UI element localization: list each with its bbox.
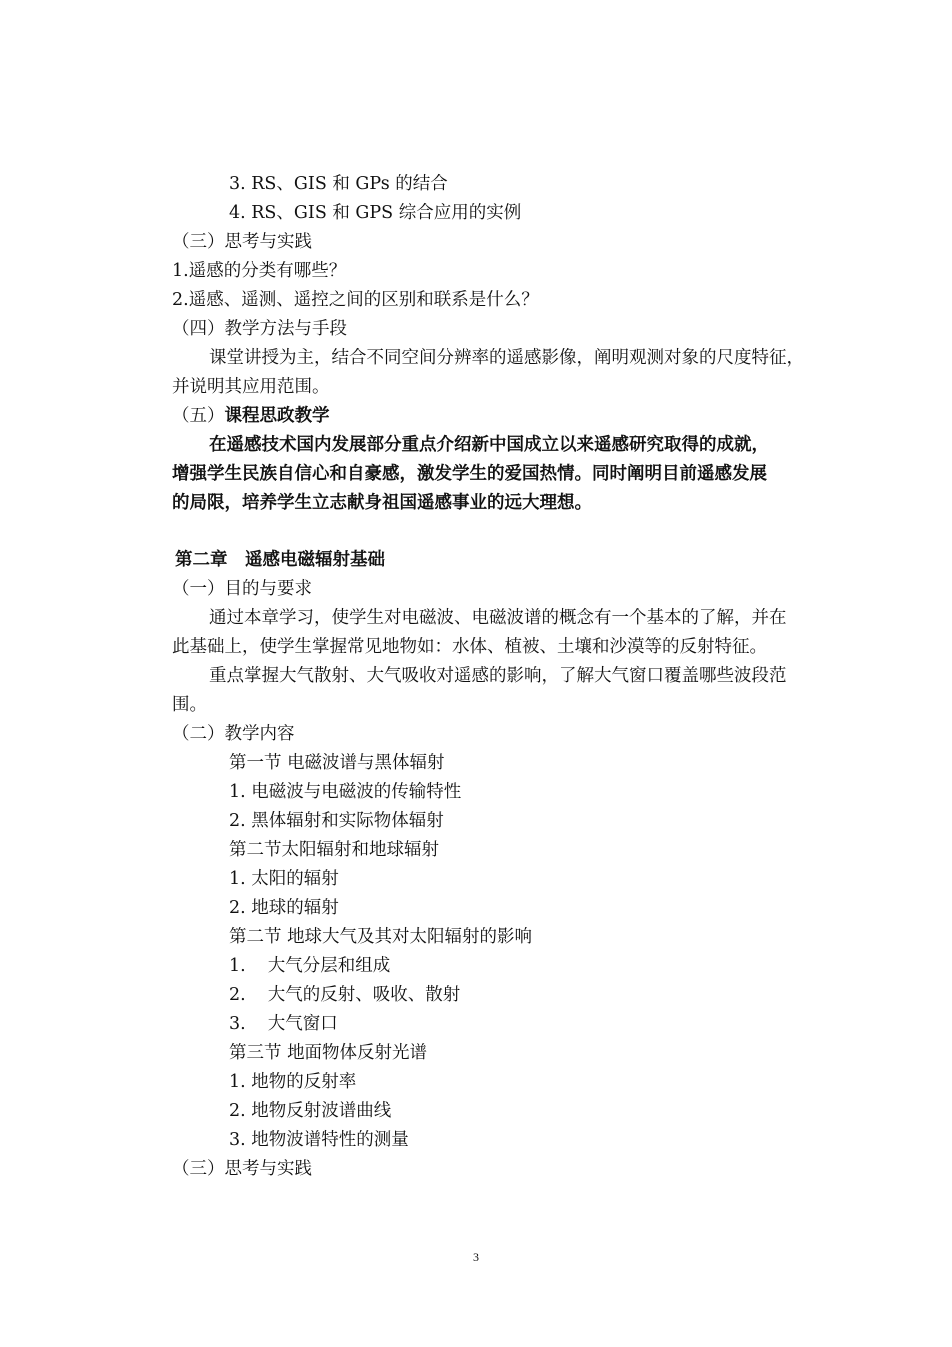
question-item: 1.遥感的分类有哪些？ bbox=[172, 261, 347, 281]
list-item: 3. 地物波谱特性的测量 bbox=[229, 1130, 409, 1150]
list-item: 2. 地物反射波谱曲线 bbox=[229, 1101, 392, 1121]
heading-title: 课程思政教学 bbox=[224, 406, 330, 426]
section-heading bbox=[172, 404, 330, 428]
list-item: 3. RS、GIS 和 GPs 的结合 bbox=[229, 174, 448, 194]
paragraph-line: 通过本章学习，使学生对电磁波、电磁波谱的概念有一个基本的了解，并在 bbox=[209, 608, 787, 628]
list-text: 大气窗口 bbox=[267, 1014, 338, 1034]
page-number: 3 bbox=[473, 1250, 479, 1264]
subsection-title: 第一节 电磁波谱与黑体辐射 bbox=[229, 753, 445, 773]
section-heading: （四）教学方法与手段 bbox=[172, 319, 347, 339]
paragraph-line: 课堂讲授为主，结合不同空间分辨率的遥感影像，阐明观测对象的尺度特征， bbox=[209, 348, 804, 368]
list-item bbox=[229, 954, 390, 978]
paragraph-line: 的局限，培养学生立志献身祖国遥感事业的远大理想。 bbox=[172, 493, 592, 513]
section-heading: （二）教学内容 bbox=[172, 724, 295, 744]
list-text: 大气分层和组成 bbox=[267, 956, 391, 976]
list-item: 1. 地物的反射率 bbox=[229, 1072, 357, 1092]
chapter-title: 第二章 遥感电磁辐射基础 bbox=[175, 550, 385, 570]
paragraph-line: 在遥感技术国内发展部分重点介绍新中国成立以来遥感研究取得的成就， bbox=[209, 435, 769, 455]
list-item: 2. 黑体辐射和实际物体辐射 bbox=[229, 811, 444, 831]
list-number: 3. bbox=[229, 1014, 246, 1034]
list-item: 2. 地球的辐射 bbox=[229, 898, 339, 918]
list-item bbox=[229, 1012, 338, 1036]
list-item: 4. RS、GIS 和 GPS 综合应用的实例 bbox=[229, 203, 522, 223]
paragraph-line: 围。 bbox=[172, 695, 207, 715]
subsection-title: 第三节 地面物体反射光谱 bbox=[229, 1043, 428, 1063]
list-item bbox=[229, 983, 460, 1007]
section-heading: （三）思考与实践 bbox=[172, 232, 312, 252]
paragraph-line: 此基础上，使学生掌握常见地物如：水体、植被、土壤和沙漠等的反射特征。 bbox=[172, 637, 767, 657]
list-number: 1. bbox=[229, 956, 246, 976]
paragraph-line: 增强学生民族自信心和自豪感，激发学生的爱国热情。同时阐明目前遥感发展 bbox=[172, 464, 767, 484]
list-item: 1. 太阳的辐射 bbox=[229, 869, 339, 889]
subsection-title: 第二节 地球大气及其对太阳辐射的影响 bbox=[229, 927, 533, 947]
subsection-title: 第二节太阳辐射和地球辐射 bbox=[229, 840, 439, 860]
question-item: 2.遥感、遥测、遥控之间的区别和联系是什么？ bbox=[172, 290, 539, 310]
list-text: 大气的反射、吸收、散射 bbox=[267, 985, 461, 1005]
list-number: 2. bbox=[229, 985, 246, 1005]
paragraph-line: 重点掌握大气散射、大气吸收对遥感的影响，了解大气窗口覆盖哪些波段范 bbox=[209, 666, 787, 686]
list-item: 1. 电磁波与电磁波的传输特性 bbox=[229, 782, 462, 802]
heading-prefix: （五） bbox=[172, 406, 225, 426]
section-heading: （三）思考与实践 bbox=[172, 1159, 312, 1179]
paragraph-line: 并说明其应用范围。 bbox=[172, 377, 330, 397]
section-heading: （一）目的与要求 bbox=[172, 579, 312, 599]
